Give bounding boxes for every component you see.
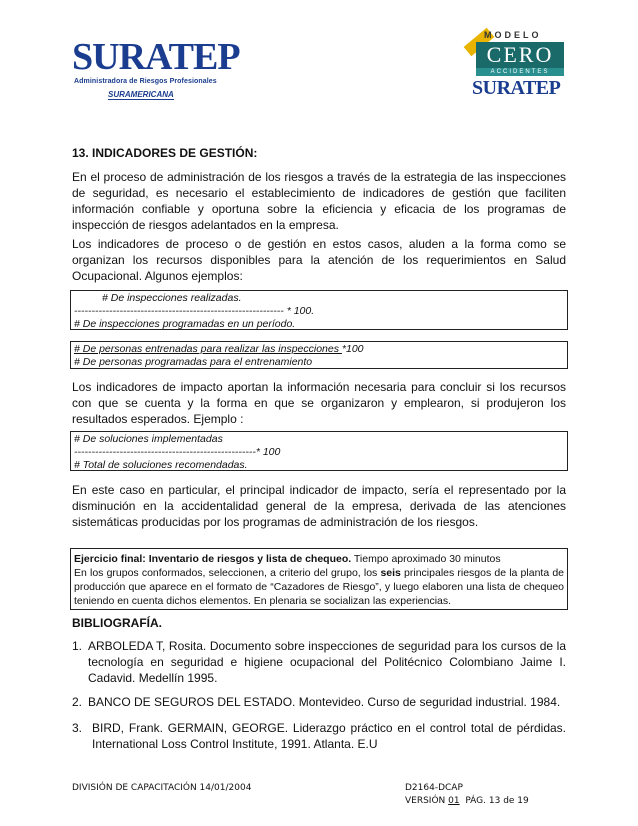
formula-3-line: ----------------------------------------------------* 100 [74, 446, 281, 458]
bib-item-1 [72, 638, 566, 686]
footer-page: PÁG. 13 de 19 [459, 796, 529, 806]
bib-item-1-num: 1. [72, 639, 83, 653]
footer-version [405, 795, 529, 807]
exercise-title: Ejercicio final: Inventario de riesgos y lista de chequeo. [74, 553, 352, 565]
logo-right-accidentes: ACCIDENTES [476, 68, 564, 76]
bibliography-title: BIBLIOGRAFÍA. [72, 616, 162, 630]
bib-item-3-text: BIRD, Frank. GERMAIN, GEORGE. Liderazgo práctico en el control total de pérdidas. International Loss Control Institute, 1991. Atlanta. E.U [92, 721, 566, 751]
suratep-logo [72, 36, 240, 102]
formula-2-mult: *100 [341, 343, 364, 355]
bib-item-3 [72, 720, 566, 752]
exercise-body-b: principales riesgos de la planta de producción que aparece en el formato de “Cazadores de Riesgo”, y luego elaboren una lista de chequeo teniendo en cuenta dichos elementos. En plenaria se socializan las experiencias. [74, 567, 564, 607]
paragraph-3: Los indicadores de impacto aportan la información necesaria para concluir si los recursos con que se cuenta y la forma en que se organizaron y emplearon, si produjeron los resultados esperados. Ejemplo : [72, 380, 566, 426]
exercise-time: Tiempo aproximado 30 minutos [351, 553, 501, 565]
formula-3-denominator: # Total de soluciones recomendadas. [74, 459, 248, 471]
logo-left-brand: SURAMERICANA [108, 90, 174, 99]
logo-right-cero: CERO [476, 42, 564, 68]
formula-box-1 [70, 290, 568, 330]
footer-division: DIVISIÓN DE CAPACITACIÓN 14/01/2004 [72, 783, 252, 793]
paragraph-1: En el proceso de administración de los riesgos a través de la estrategia de las inspecciones de seguridad, es necesario el establecimiento de indicadores de gestión que faciliten información confiable y oportuna sobre la eficiencia y eficacia de los programas de inspección de riesgos adelantados en la empresa. [72, 170, 566, 232]
logo-right-main: SURATEP [472, 77, 561, 99]
formula-2-numerator: # De personas entrenadas para realizar las inspecciones [74, 343, 342, 355]
logo-right-modelo: MODELO [484, 30, 542, 40]
modelo-cero-logo [470, 30, 570, 98]
exercise-body-a: En los grupos conformados, seleccionen, a criterio del grupo, los [74, 567, 381, 579]
bib-item-2-text: BANCO DE SEGUROS DEL ESTADO. Montevideo. Curso de seguridad industrial. 1984. [88, 695, 561, 709]
footer-code: D2164-DCAP [405, 783, 463, 793]
footer-version-label: VERSIÓN [405, 796, 449, 806]
formula-1-numerator: # De inspecciones realizadas. [102, 292, 242, 304]
formula-1-line: ------------------------------------------------------------ * 100. [74, 305, 315, 317]
section-title: 13. INDICADORES DE GESTIÓN: [72, 146, 258, 160]
bib-item-2-num: 2. [72, 695, 83, 709]
logo-left-main: SURATEP [72, 36, 240, 78]
formula-2-denominator: # De personas programadas para el entrenamiento [74, 356, 313, 368]
logo-left-sub: Administradora de Riesgos Profesionales [74, 78, 217, 85]
paragraph-2: Los indicadores de proceso o de gestión en estos casos, aluden a la forma como se organizan los recursos disponibles para la atención de los requerimientos en Salud Ocupacional. Algunos ejemplos: [72, 237, 566, 283]
exercise-box [70, 548, 568, 610]
formula-box-3 [70, 431, 568, 471]
bib-item-2 [72, 694, 566, 710]
formula-box-2 [70, 341, 568, 369]
bib-item-3-num: 3. [72, 721, 83, 735]
formula-3-numerator: # De soluciones implementadas [74, 433, 223, 445]
exercise-body-bold: seis [380, 567, 401, 579]
bib-item-1-text: ARBOLEDA T, Rosita. Documento sobre inspecciones de seguridad para los cursos de la tecnología en seguridad e higiene ocupacional del Politécnico Colombiano Jaime I. Cadavid. Medellín 1995. [88, 639, 566, 685]
formula-1-denominator: # De inspecciones programadas en un período. [74, 318, 296, 330]
footer-version-num: 01 [448, 796, 460, 806]
paragraph-4: En este caso en particular, el principal indicador de impacto, sería el representado por la disminución en la accidentalidad general de la empresa, derivada de las atenciones sistemáticas producidas por los programas de administración de los riesgos. [72, 483, 566, 529]
